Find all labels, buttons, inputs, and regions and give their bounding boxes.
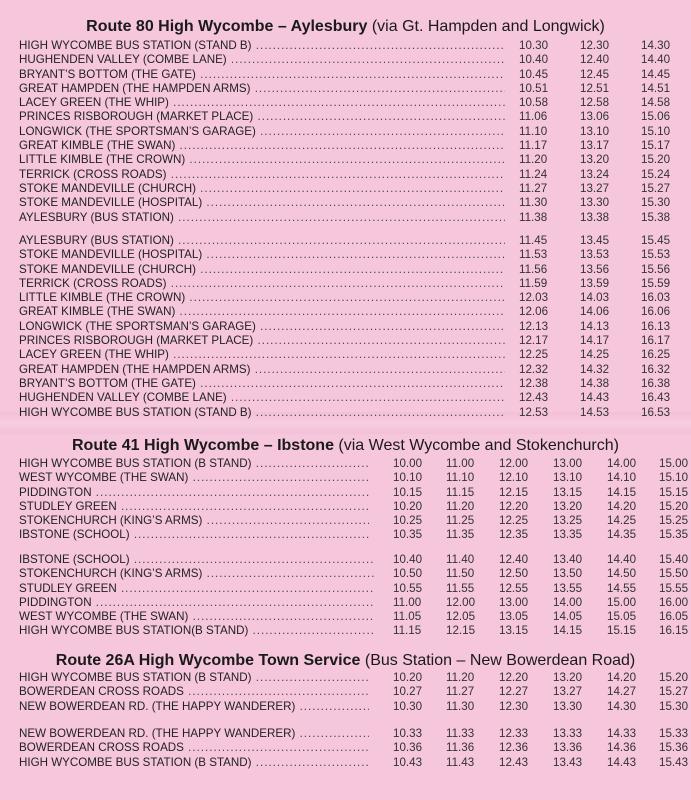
stop-name: HUGHENDEN VALLEY (COMBE LANE) ..... (19, 391, 505, 405)
departure-time: 14.55 (607, 581, 637, 595)
stop-name: HIGH WYCOMBE BUS STATION (B STAND) ..... (19, 457, 369, 471)
departure-time: 14.10 (607, 471, 637, 485)
departure-time: 15.25 (659, 514, 689, 528)
departure-time: 13.33 (553, 727, 583, 740)
departure-time: 11.55 (446, 581, 475, 595)
departure-time: 11.33 (446, 727, 475, 740)
departure-time: 14.43 (580, 391, 610, 405)
departure-time: 13.20 (553, 499, 583, 513)
departure-time: 15.06 (641, 110, 671, 124)
departure-time: 12.51 (580, 81, 610, 95)
departure-time: 10.27 (393, 685, 423, 699)
stop-name: AYLESBURY (BUS STATION) ..... (19, 234, 505, 248)
departure-time: 11.56 (519, 262, 548, 276)
departure-time: 12.35 (499, 528, 529, 542)
stop-name: STOKENCHURCH (KING’S ARMS) ..... (19, 514, 369, 528)
stop-name: GREAT HAMPDEN (THE HAMPDEN ARMS) ..... (19, 363, 505, 377)
departure-time: 11.30 (446, 699, 475, 713)
departure-time: 11.59 (519, 276, 548, 290)
departure-time: 13.50 (553, 567, 583, 581)
departure-time: 10.35 (393, 528, 423, 542)
stop-name: IBSTONE (SCHOOL) ..... (19, 553, 375, 567)
departure-time: 13.40 (553, 553, 583, 566)
stop-name: LACEY GREEN (THE WHIP) ..... (19, 348, 505, 362)
stop-name: HIGH WYCOMBE BUS STATION (B STAND) ..... (19, 671, 369, 685)
departure-time: 13.36 (553, 741, 583, 755)
departure-time: 10.58 (519, 96, 549, 110)
departure-time: 11.27 (446, 685, 475, 699)
departure-time: 12.36 (499, 741, 529, 755)
departure-time: 11.15 (393, 624, 422, 638)
departure-time: 16.06 (641, 305, 671, 319)
departure-time: 16.43 (641, 391, 671, 405)
departure-time: 13.45 (580, 234, 610, 247)
stop-name: STOKE MANDEVILLE (HOSPITAL) ..... (19, 248, 505, 262)
departure-time: 11.27 (519, 181, 548, 195)
departure-time: 10.20 (393, 671, 423, 684)
departure-time: 14.45 (641, 67, 671, 81)
departure-time: 13.38 (580, 210, 610, 224)
departure-time: 15.30 (659, 699, 689, 713)
departure-time: 13.05 (499, 610, 529, 624)
stop-name: AYLESBURY (BUS STATION) ..... (19, 211, 505, 225)
stop-name: LONGWICK (THE SPORTSMAN’S GARAGE) ..... (19, 320, 505, 334)
departure-time: 16.25 (641, 348, 671, 362)
departure-time: 13.59 (580, 276, 610, 290)
departure-time: 12.15 (499, 485, 529, 499)
stop-name: TERRICK (CROSS ROADS) ..... (19, 277, 505, 291)
departure-time: 12.43 (519, 391, 549, 405)
stop-name: WEST WYCOMBE (THE SWAN) ..... (19, 471, 369, 485)
stop-name: STOKE MANDEVILLE (CHURCH) ..... (19, 263, 505, 277)
departure-time: 14.25 (580, 348, 610, 362)
departure-time: 15.40 (659, 553, 689, 566)
stop-name: HIGH WYCOMBE BUS STATION (STAND B) ..... (19, 39, 505, 53)
departure-time: 12.06 (519, 305, 549, 319)
departure-time: 13.20 (553, 671, 583, 684)
departure-time: 13.20 (580, 153, 610, 167)
stop-name: PIDDINGTON ..... (19, 486, 369, 500)
departure-time: 14.00 (607, 457, 637, 470)
stop-name: HIGH WYCOMBE BUS STATION(B STAND) ..... (19, 624, 375, 638)
route-26a-title-main: Route 26A High Wycombe Town Service (55, 652, 361, 669)
route-41-title-main: Route 41 High Wycombe – Ibstone (72, 437, 334, 454)
departure-time: 16.15 (659, 624, 689, 638)
departure-time: 11.20 (446, 499, 475, 513)
departure-time: 12.40 (580, 53, 610, 67)
departure-time: 13.43 (553, 755, 583, 769)
departure-time: 14.36 (607, 741, 637, 755)
departure-time: 15.00 (659, 457, 689, 470)
departure-time: 10.30 (393, 699, 423, 713)
route-41-title (0, 437, 691, 455)
departure-time: 15.27 (659, 685, 689, 699)
departure-time: 16.00 (659, 595, 689, 609)
departure-time: 12.27 (499, 685, 529, 699)
departure-time: 12.20 (499, 499, 529, 513)
departure-time: 16.38 (641, 376, 671, 390)
departure-time: 13.55 (553, 581, 583, 595)
departure-time: 12.33 (499, 727, 529, 740)
stop-name: STOKE MANDEVILLE (CHURCH) ..... (19, 182, 505, 196)
departure-time: 12.50 (499, 567, 529, 581)
departure-time: 14.27 (607, 685, 637, 699)
departure-time: 13.00 (499, 595, 529, 609)
departure-time: 13.10 (553, 471, 583, 485)
stop-name: LITTLE KIMBLE (THE CROWN) ..... (19, 153, 505, 167)
departure-time: 12.43 (499, 755, 529, 769)
departure-time: 11.50 (446, 567, 475, 581)
departure-time: 11.20 (446, 671, 475, 684)
departure-time: 14.20 (607, 671, 637, 684)
departure-time: 15.10 (659, 471, 689, 485)
departure-time: 10.36 (393, 741, 423, 755)
departure-time: 12.17 (519, 334, 549, 348)
stop-name: HIGH WYCOMBE BUS STATION (B STAND) ..... (19, 756, 369, 770)
departure-time: 14.03 (580, 291, 610, 305)
departure-time: 15.35 (659, 528, 689, 542)
departure-time: 12.20 (499, 671, 529, 684)
departure-time: 11.15 (446, 485, 475, 499)
route-80-title (0, 18, 691, 36)
departure-time: 13.30 (580, 196, 610, 210)
stop-name: WEST WYCOMBE (THE SWAN) ..... (19, 610, 375, 624)
departure-time: 15.56 (641, 262, 671, 276)
route-80-title-main: Route 80 High Wycombe – Aylesbury (86, 18, 368, 35)
departure-time: 14.13 (580, 319, 610, 333)
stop-name: HUGHENDEN VALLEY (COMBE LANE) ..... (19, 53, 505, 67)
departure-time: 15.10 (641, 124, 671, 138)
departure-time: 10.40 (393, 553, 423, 566)
departure-time: 15.00 (607, 595, 637, 609)
departure-time: 14.38 (580, 376, 610, 390)
departure-time: 10.45 (519, 67, 549, 81)
stop-name: IBSTONE (SCHOOL) ..... (19, 528, 369, 542)
route-26a-title-via: (Bus Station – New Bowerdean Road) (360, 652, 636, 669)
departure-time: 14.40 (607, 553, 637, 566)
stop-name: PIDDINGTON ..... (19, 596, 375, 610)
route-41-title-via: (via West Wycombe and Stokenchurch) (333, 437, 619, 454)
departure-time: 12.05 (446, 610, 476, 624)
departure-time: 14.25 (607, 514, 637, 528)
departure-time: 15.36 (659, 741, 689, 755)
route-26a-title (0, 652, 691, 670)
stop-name: STOKENCHURCH (KING’S ARMS) ..... (19, 567, 375, 581)
stop-name: NEW BOWERDEAN RD. (THE HAPPY WANDERER) ..... (19, 727, 369, 741)
departure-time: 14.30 (641, 39, 671, 52)
departure-time: 15.27 (641, 181, 671, 195)
departure-time: 15.43 (659, 755, 689, 769)
departure-time: 14.32 (580, 362, 610, 376)
departure-time: 15.20 (641, 153, 671, 167)
departure-time: 15.45 (641, 234, 671, 247)
departure-time: 10.33 (393, 727, 423, 740)
departure-time: 13.30 (553, 699, 583, 713)
departure-time: 10.50 (393, 567, 423, 581)
departure-time: 15.50 (659, 567, 689, 581)
departure-time: 12.10 (499, 471, 529, 485)
stop-name: LITTLE KIMBLE (THE CROWN) ..... (19, 291, 505, 305)
departure-time: 15.20 (659, 671, 689, 684)
departure-time: 14.53 (580, 405, 610, 419)
stop-name: BOWERDEAN CROSS ROADS ..... (19, 741, 369, 755)
departure-time: 10.30 (519, 39, 549, 52)
departure-time: 10.55 (393, 581, 423, 595)
departure-time: 11.05 (393, 610, 422, 624)
departure-time: 14.15 (607, 485, 637, 499)
departure-time: 13.35 (553, 528, 583, 542)
departure-time: 14.06 (580, 305, 610, 319)
departure-time: 11.10 (446, 471, 475, 485)
departure-time: 11.38 (519, 210, 548, 224)
departure-time: 11.17 (519, 139, 548, 153)
departure-time: 14.58 (641, 96, 671, 110)
departure-time: 10.40 (519, 53, 549, 67)
stop-name: LONGWICK (THE SPORTSMAN’S GARAGE) ..... (19, 125, 505, 139)
departure-time: 13.25 (553, 514, 583, 528)
departure-time: 13.27 (553, 685, 583, 699)
departure-time: 15.05 (607, 610, 637, 624)
departure-time: 15.17 (641, 139, 671, 153)
departure-time: 13.15 (553, 485, 583, 499)
departure-time: 12.30 (499, 699, 529, 713)
departure-time: 14.20 (607, 499, 637, 513)
departure-time: 12.30 (580, 39, 610, 52)
departure-time: 14.00 (553, 595, 583, 609)
departure-time: 12.25 (499, 514, 529, 528)
departure-time: 14.05 (553, 610, 583, 624)
departure-time: 12.40 (499, 553, 529, 566)
departure-time: 11.06 (519, 110, 548, 124)
departure-time: 14.17 (580, 334, 610, 348)
stop-name: STUDLEY GREEN ..... (19, 582, 375, 596)
departure-time: 13.27 (580, 181, 610, 195)
departure-time: 11.43 (446, 755, 475, 769)
departure-time: 15.24 (641, 167, 671, 181)
departure-time: 12.00 (499, 457, 529, 470)
departure-time: 15.15 (659, 485, 689, 499)
departure-time: 12.13 (519, 319, 549, 333)
departure-time: 14.30 (607, 699, 637, 713)
departure-time: 12.32 (519, 362, 549, 376)
departure-time: 11.20 (519, 153, 548, 167)
departure-time: 12.15 (446, 624, 476, 638)
route-80-title-via: (via Gt. Hampden and Longwick) (367, 18, 605, 35)
departure-time: 12.00 (446, 595, 476, 609)
departure-time: 10.15 (393, 485, 423, 499)
departure-time: 15.33 (659, 727, 689, 740)
departure-time: 14.51 (641, 81, 671, 95)
departure-time: 13.15 (499, 624, 529, 638)
stop-name: STOKE MANDEVILLE (HOSPITAL) ..... (19, 196, 505, 210)
departure-time: 11.00 (393, 595, 422, 609)
stop-name: BRYANT’S BOTTOM (THE GATE) ..... (19, 68, 505, 82)
departure-time: 10.00 (393, 457, 423, 470)
departure-time: 10.43 (393, 755, 423, 769)
departure-time: 10.20 (393, 499, 423, 513)
departure-time: 13.10 (580, 124, 610, 138)
departure-time: 12.45 (580, 67, 610, 81)
departure-time: 14.35 (607, 528, 637, 542)
departure-time: 11.10 (519, 124, 548, 138)
departure-time: 15.53 (641, 248, 671, 262)
departure-time: 11.25 (446, 514, 475, 528)
departure-time: 14.33 (607, 727, 637, 740)
departure-time: 12.55 (499, 581, 529, 595)
departure-time: 11.00 (446, 457, 475, 470)
departure-time: 13.00 (553, 457, 583, 470)
stop-name: BRYANT’S BOTTOM (THE GATE) ..... (19, 377, 505, 391)
departure-time: 13.24 (580, 167, 610, 181)
stop-name: BOWERDEAN CROSS ROADS ..... (19, 685, 369, 699)
stop-name: NEW BOWERDEAN RD. (THE HAPPY WANDERER) ..... (19, 700, 369, 714)
departure-time: 16.13 (641, 319, 671, 333)
stop-name: GREAT KIMBLE (THE SWAN) ..... (19, 139, 505, 153)
departure-time: 16.05 (659, 610, 689, 624)
departure-time: 14.43 (607, 755, 637, 769)
departure-time: 11.36 (446, 741, 475, 755)
departure-time: 11.35 (446, 528, 475, 542)
departure-time: 15.20 (659, 499, 689, 513)
departure-time: 10.51 (519, 81, 549, 95)
departure-time: 11.24 (519, 167, 548, 181)
stop-name: PRINCES RISBOROUGH (MARKET PLACE) ..... (19, 334, 505, 348)
departure-time: 10.25 (393, 514, 423, 528)
departure-time: 10.10 (393, 471, 423, 485)
departure-time: 12.25 (519, 348, 549, 362)
departure-time: 13.53 (580, 248, 610, 262)
stop-name: GREAT HAMPDEN (THE HAMPDEN ARMS) ..... (19, 82, 505, 96)
departure-time: 12.58 (580, 96, 610, 110)
departure-time: 14.15 (553, 624, 583, 638)
departure-time: 13.17 (580, 139, 610, 153)
departure-time: 16.32 (641, 362, 671, 376)
departure-time: 15.55 (659, 581, 689, 595)
departure-time: 16.17 (641, 334, 671, 348)
departure-time: 11.40 (446, 553, 475, 566)
departure-time: 15.30 (641, 196, 671, 210)
departure-time: 14.40 (641, 53, 671, 67)
departure-time: 15.15 (607, 624, 637, 638)
departure-time: 11.53 (519, 248, 548, 262)
departure-time: 12.03 (519, 291, 549, 305)
departure-time: 16.03 (641, 291, 671, 305)
stop-name: LACEY GREEN (THE WHIP) ..... (19, 96, 505, 110)
departure-time: 16.53 (641, 405, 671, 419)
stop-name: HIGH WYCOMBE BUS STATION (STAND B) ..... (19, 406, 505, 420)
departure-time: 15.38 (641, 210, 671, 224)
departure-time: 11.45 (519, 234, 548, 247)
stop-name: PRINCES RISBOROUGH (MARKET PLACE) ..... (19, 110, 505, 124)
departure-time: 13.06 (580, 110, 610, 124)
stop-name: TERRICK (CROSS ROADS) ..... (19, 168, 505, 182)
stop-name: STUDLEY GREEN ..... (19, 500, 369, 514)
departure-time: 12.38 (519, 376, 549, 390)
departure-time: 12.53 (519, 405, 549, 419)
departure-time: 13.56 (580, 262, 610, 276)
stop-name: GREAT KIMBLE (THE SWAN) ..... (19, 305, 505, 319)
departure-time: 11.30 (519, 196, 548, 210)
departure-time: 14.50 (607, 567, 637, 581)
departure-time: 15.59 (641, 276, 671, 290)
